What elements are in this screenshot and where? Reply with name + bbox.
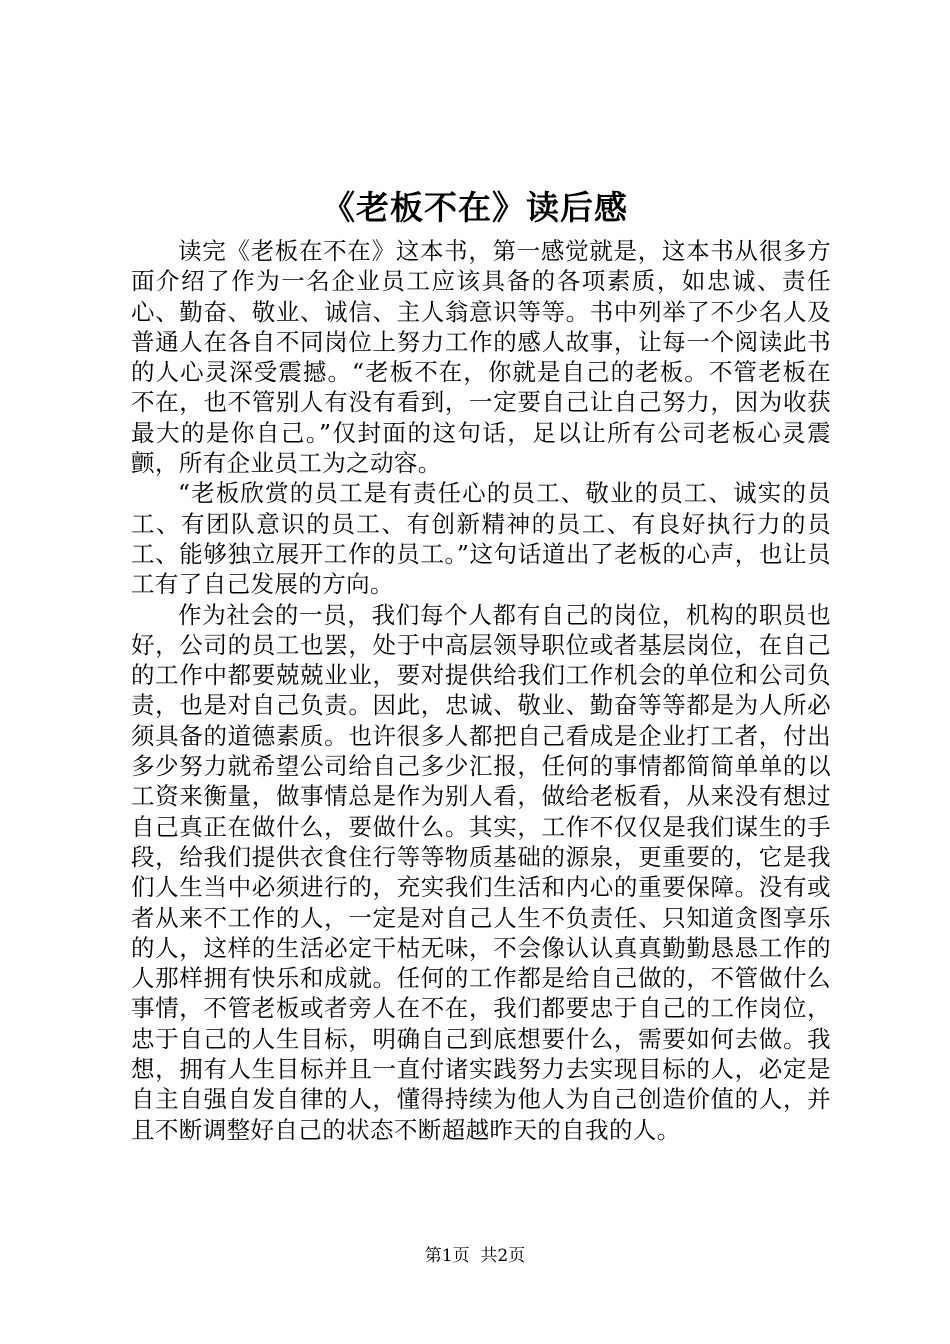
footer-spacer <box>470 1246 481 1266</box>
paragraph-1: 读完《老板在不在》这本书，第一感觉就是，这本书从很多方面介绍了作为一名企业员工应该具备的各项素质，如忠诚、责任心、勤奋、敬业、诚信、主人翁意识等等。书中列举了不少名人及普通人在各自不同岗位上努力工作的感人故事，让每一个阅读此书的人心灵深受震撼。“老板不在，你就是自己的老板。不管老板在不在，也不管别人有没有看到，一定要自己让自己努力，因为收获最大的是你自己。”仅封面的这句话，足以让所有公司老板心灵震颤，所有企业员工为之动容。 <box>131 237 831 478</box>
page-number: 第1页 <box>424 1246 470 1266</box>
page-total: 共2页 <box>480 1246 526 1266</box>
document-body <box>131 236 831 1145</box>
paragraph-2: “老板欣赏的员工是有责任心的员工、敬业的员工、诚实的员工、有团队意识的员工、有创新精神的员工、有良好执行力的员工、能够独立展开工作的员工。”这句话道出了老板的心声，也让员工有了自己发展的方向。 <box>131 479 831 599</box>
page-footer <box>0 1244 950 1268</box>
paragraph-3: 作为社会的一员，我们每个人都有自己的岗位，机构的职员也好，公司的员工也罢，处于中高层领导职位或者基层岗位，在自己的工作中都要兢兢业业，要对提供给我们工作机会的单位和公司负责，也是对自己负责。因此，忠诚、敬业、勤奋等等都是为人所必须具备的道德素质。也许很多人都把自己看成是企业打工者，付出多少努力就希望公司给自己多少汇报，任何的事情都简简单单的以工资来衡量，做事情总是作为别人看，做给老板看，从来没有想过自己真正在做什么，要做什么。其实，工作不仅仅是我们谋生的手段，给我们提供衣食住行等等物质基础的源泉，更重要的，它是我们人生当中必须进行的，充实我们生活和内心的重要保障。没有或者从来不工作的人，一定是对自己人生不负责任、只知道贪图享乐的人，这样的生活必定干枯无味，不会像认认真真勤勤恳恳工作的人那样拥有快乐和成就。任何的工作都是给自己做的，不管做什么事情，不管老板或者旁人在不在，我们都要忠于自己的工作岗位，忠于自己的人生目标，明确自己到底想要什么，需要如何去做。我想，拥有人生目标并且一直付诸实践努力去实现目标的人，必定是自主自强自发自律的人，懂得持续为他人为自己创造价值的人，并且不断调整好自己的状态不断超越昨天的自我的人。 <box>131 600 831 1144</box>
document-title: 《老板不在》读后感 <box>322 188 628 227</box>
